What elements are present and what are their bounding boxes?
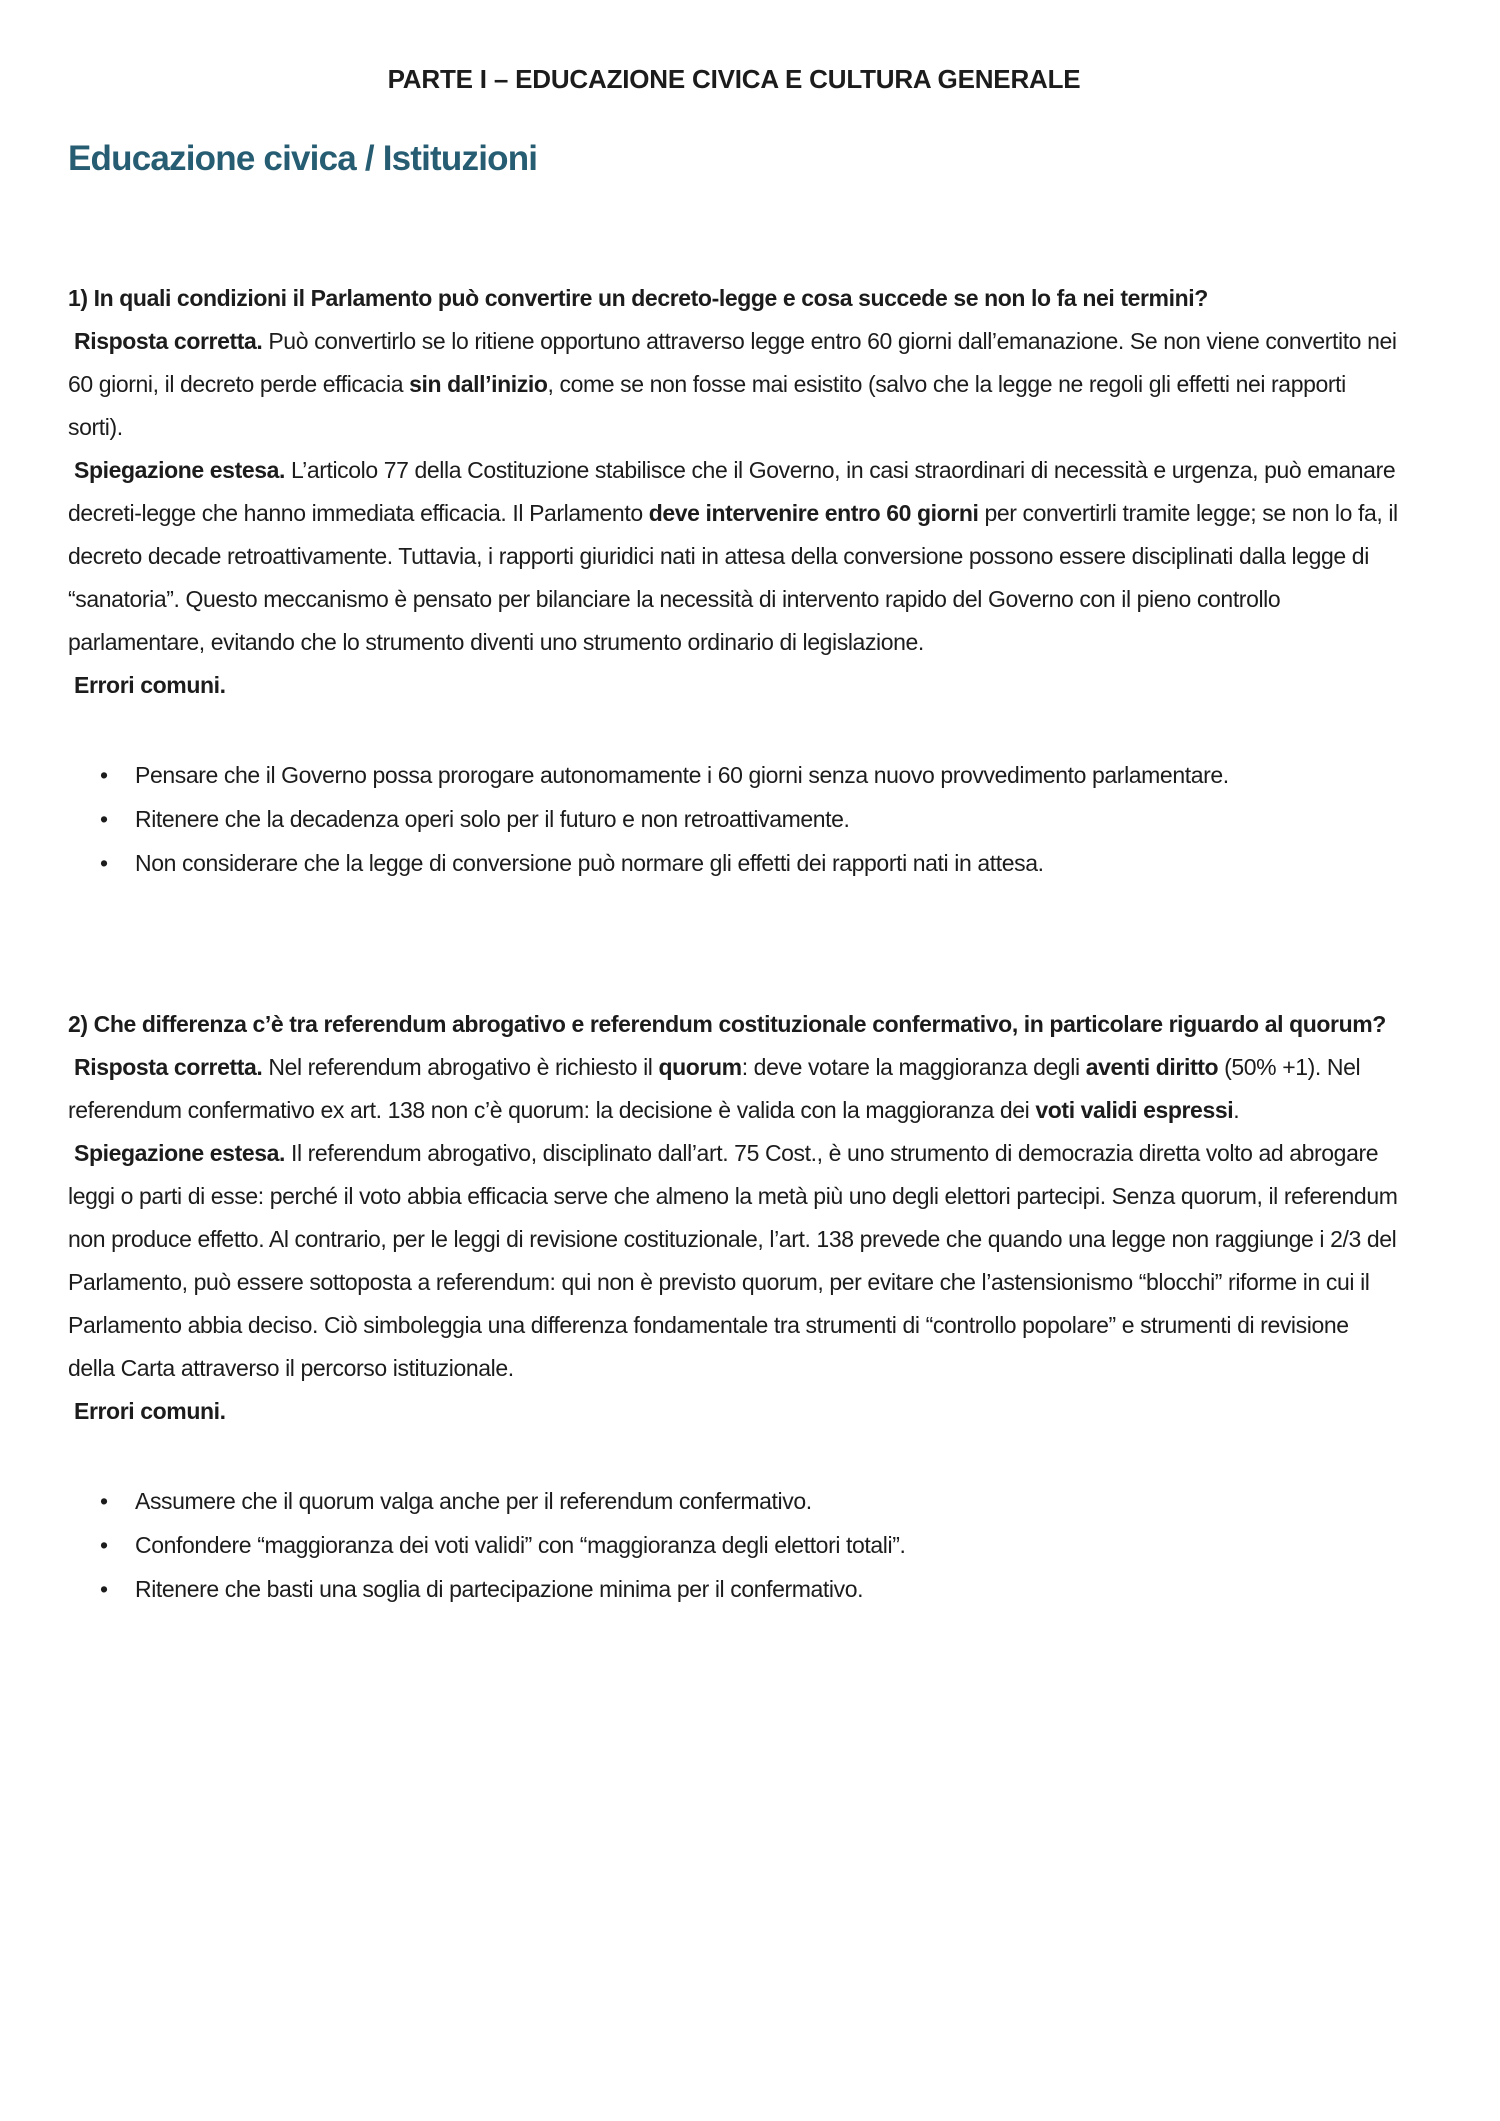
bullet-marker-icon: • [100, 762, 108, 788]
text-run: Può convertirlo se lo ritiene opportuno attraverso legge entro 60 giorni dall’emanazione. Se non viene convertito nei 60 giorni, il decreto perde efficacia [68, 328, 1403, 397]
text-run: L’articolo 77 della Costituzione stabilisce che il Governo, in casi straordinari di necessità e urgenza, può emanare decreti-legge che hanno immediata efficacia. Il Parlamento [68, 457, 1402, 526]
text-run: (50% +1). Nel referendum confermativo ex art. 138 non c’è quorum: la decisione è valida con la maggioranza dei [68, 1054, 1367, 1123]
bold-run: aventi diritto [1085, 1054, 1219, 1080]
bold-run: Errori comuni. [68, 672, 226, 698]
bullet-item [68, 753, 1400, 797]
bullet-marker-icon: • [100, 1576, 108, 1602]
question-block [68, 1003, 1404, 1611]
bullet-text: Pensare che il Governo possa prorogare autonomamente i 60 giorni senza nuovo provvedimento parlamentare. [135, 762, 1229, 788]
text-run: per convertirli tramite legge; se non lo fa, il decreto decade retroattivamente. Tuttavia, i rapporti giuridici nati in attesa della conversione possono essere disciplinati dalla legge di “sanatoria”. Questo meccanismo è pensato per bilanciare la necessità di intervento rapido del Governo con il pieno controllo parlamentare, evitando che lo strumento diventi uno strumento ordinario di legislazione. [68, 500, 1404, 655]
bullet-list [68, 753, 1400, 885]
bold-run: voti validi espressi [1035, 1097, 1234, 1123]
bullet-item [68, 841, 1400, 885]
text-run: Il referendum abrogativo, disciplinato dall’art. 75 Cost., è uno strumento di democrazia diretta volto ad abrogare leggi o parti di esse: perché il voto abbia efficacia serve che almeno la metà più uno degli elettori partecipi. Senza quorum, il referendum non produce effetto. Al contrario, per le leggi di revisione costituzionale, l’art. 138 prevede che quando una legge non raggiunge i 2/3 del Parlamento, può essere sottoposta a referendum: qui non è previsto quorum, per evitare che l’astensionismo “blocchi” riforme in cui il Parlamento abbia deciso. Ciò simboleggia una differenza fondamentale tra strumenti di “controllo popolare” e strumenti di revisione della Carta attraverso il percorso istituzionale. [68, 1140, 1404, 1381]
bullet-item [68, 797, 1400, 841]
bullet-item [68, 1479, 1400, 1523]
bullet-item [68, 1567, 1400, 1611]
bold-run: deve intervenire entro 60 giorni [648, 500, 979, 526]
bold-run: Spiegazione estesa. [68, 1140, 291, 1166]
paragraph [68, 320, 1403, 449]
bullet-text: Ritenere che basti una soglia di partecipazione minima per il confermativo. [135, 1576, 864, 1602]
paragraph [68, 1390, 1400, 1433]
part-title: PARTE I – EDUCAZIONE CIVICA E CULTURA GENERALE [387, 64, 1081, 94]
paragraph [68, 664, 1400, 707]
bold-run: Errori comuni. [68, 1398, 226, 1424]
section-heading: Educazione civica / Istituzioni [68, 139, 538, 178]
bullet-text: Ritenere che la decadenza operi solo per il futuro e non retroattivamente. [135, 806, 850, 832]
bold-run: Risposta corretta. [68, 328, 269, 354]
text-run: . [1233, 1097, 1240, 1123]
bold-run: Risposta corretta. [68, 1054, 269, 1080]
paragraph [68, 1046, 1400, 1132]
bullet-text: Non considerare che la legge di conversione può normare gli effetti dei rapporti nati in attesa. [135, 850, 1044, 876]
paragraph [68, 449, 1404, 664]
questions-container [68, 277, 1404, 1611]
bullet-marker-icon: • [100, 1488, 108, 1514]
bullet-marker-icon: • [100, 850, 108, 876]
bullet-text: Confondere “maggioranza dei voti validi” con “maggioranza degli elettori totali”. [135, 1532, 906, 1558]
question-block [68, 277, 1404, 885]
bullet-marker-icon: • [100, 806, 108, 832]
bold-run: Spiegazione estesa. [68, 457, 291, 483]
bold-run: sin dall’inizio [409, 371, 548, 397]
bold-run: quorum [658, 1054, 742, 1080]
text-run: : deve votare la maggioranza degli [741, 1054, 1086, 1080]
bullet-marker-icon: • [100, 1532, 108, 1558]
question-title: 1) In quali condizioni il Parlamento può convertire un decreto-legge e cosa succede se non lo fa nei termini? [68, 285, 1208, 311]
text-run: , come se non fosse mai esistito (salvo che la legge ne regoli gli effetti nei rapporti sorti). [68, 371, 1352, 440]
paragraph [68, 1132, 1404, 1390]
bullet-item [68, 1523, 1400, 1567]
bullet-text: Assumere che il quorum valga anche per il referendum confermativo. [135, 1488, 812, 1514]
question-title: 2) Che differenza c’è tra referendum abrogativo e referendum costituzionale confermativo, in particolare riguardo al quorum? [68, 1011, 1386, 1037]
text-run: Nel referendum abrogativo è richiesto il [268, 1054, 659, 1080]
bullet-list [68, 1479, 1400, 1611]
